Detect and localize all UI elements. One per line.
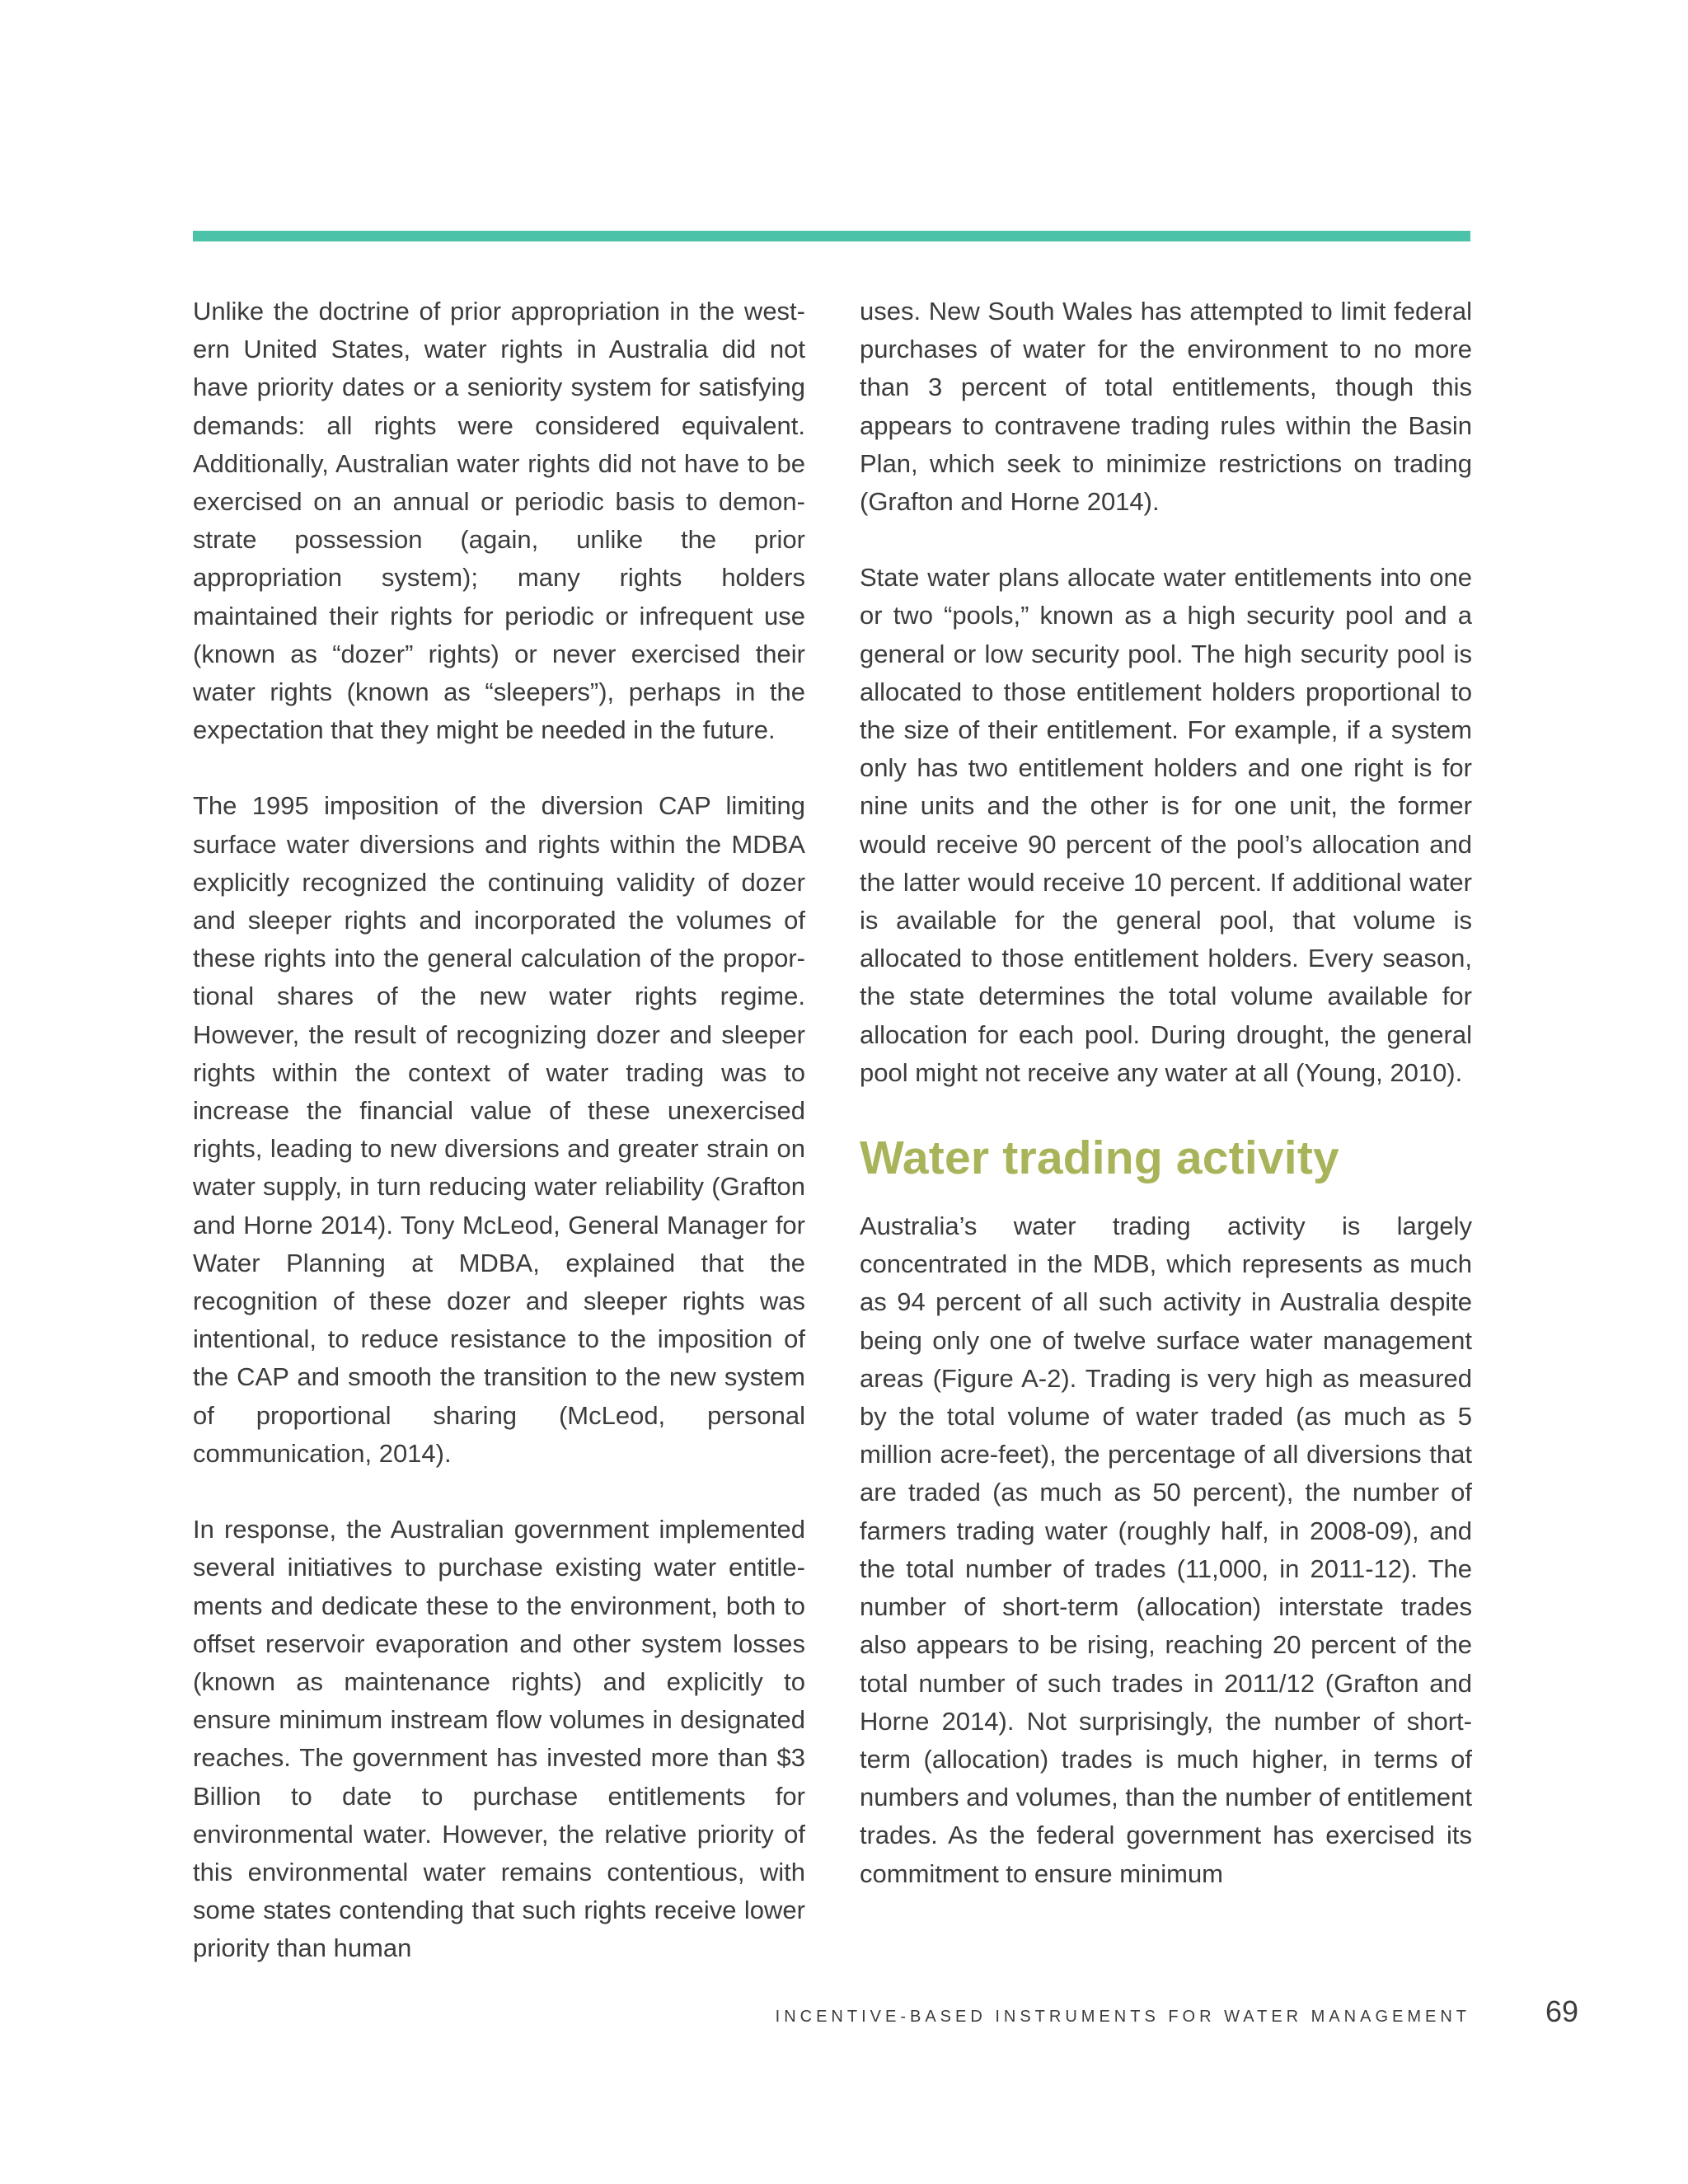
left-paragraph-3: In response, the Australian government implemented several initiatives to purchase existing water entitlements and dedicate these to the environment, both to offset reservoir evaporation and other system losses (known as maintenance rights) and explicitly to ensure minimum instream flow volumes in designated reaches. The government has invested more than $3 Billion to date to purchase entitlements for environmental water. However, the relative priority of this environmental water remains contentious, with some states contending that such rights receive lower priority than human bbox=[193, 1515, 805, 1963]
right-paragraph-2: State water plans allocate water entitlements into one or two “pools,” known as a high security pool and a general or low security pool. The high security pool is allocated to those entitlement holders proportional to the size of their entitlement. For example, if a system only has two entitlement holders and one right is for nine units and the other is for one unit, the former would receive 90 percent of the pool’s allocation and the latter would receive 10 percent. If additional water is available for the general pool, that volume is allocated to those entitlement holders. Every season, the state determines the total volume available for allocation for each pool. During drought, the general pool might not receive any water at all (Young, 2010). bbox=[860, 563, 1472, 1087]
left-column bbox=[193, 293, 805, 1968]
right-column bbox=[860, 293, 1472, 1893]
right-paragraph-3: Australia’s water trading activity is largely concentrated in the MDB, which represents as much as 94 percent of all such activity in Australia despite being only one of twelve surface water management areas (Figure A-2). Trading is very high as measured by the total volume of water traded (as much as 5 million acre-feet), the percentage of all diversions that are traded (as much as 50 percent), the number of farmers trading water (roughly half, in 2008-09), and the total number of trades (11,000, in 2011-12). The number of short-term (allocation) interstate trades also appears to be rising, reaching 20 percent of the total number of such trades in 2011/12 (Grafton and Horne 2014). Not surprisingly, the number of short-term (allocation) trades is much higher, in terms of numbers and volumes, than the number of entitlement trades. As the federal government has exercised its commitment to ensure minimum bbox=[860, 1212, 1472, 1888]
left-paragraph-2: The 1995 imposition of the diversion CAP limiting surface water diversions and rights within the MDBA explicitly recognized the continuing validity of dozer and sleeper rights and incorporated the volumes of these rights into the general calculation of the proportional shares of the new water rights regime. However, the result of recognizing dozer and sleeper rights within the context of water trading was to increase the financial value of these unexercised rights, leading to new diversions and greater strain on water supply, in turn reducing water reliability (Grafton and Horne 2014). Tony McLeod, General Manager for Water Planning at MDBA, explained that the recognition of these dozer and sleeper rights was intentional, to reduce resistance to the imposition of the CAP and smooth the transition to the new system of proportional sharing (McLeod, personal communication, 2014). bbox=[193, 791, 805, 1468]
left-paragraph-1: Unlike the doctrine of prior appropriation in the western United States, water rights in Australia did not have priority dates or a seniority system for satisfying demands: all rights were considered equivalent. Additionally, Australian water rights did not have to be exercised on an annual or periodic basis to demonstrate possession (again, unlike the prior appropriation system); many rights holders maintained their rights for periodic or infrequent use (known as “dozer” rights) or never exercised their water rights (known as “sleepers”), perhaps in the expectation that they might be needed in the future. bbox=[193, 297, 805, 745]
right-paragraph-1: uses. New South Wales has attempted to limit federal purchases of water for the environment to no more than 3 percent of total entitlements, though this appears to contravene trading rules within the Basin Plan, which seek to minimize restrictions on trading (Grafton and Horne 2014). bbox=[860, 297, 1472, 517]
page-number: 69 bbox=[1545, 1994, 1579, 2028]
running-footer-title: INCENTIVE-BASED INSTRUMENTS FOR WATER MANAGEMENT bbox=[775, 2008, 1470, 2026]
top-accent-rule bbox=[193, 231, 1470, 241]
section-heading: Water trading activity bbox=[860, 1132, 1339, 1185]
